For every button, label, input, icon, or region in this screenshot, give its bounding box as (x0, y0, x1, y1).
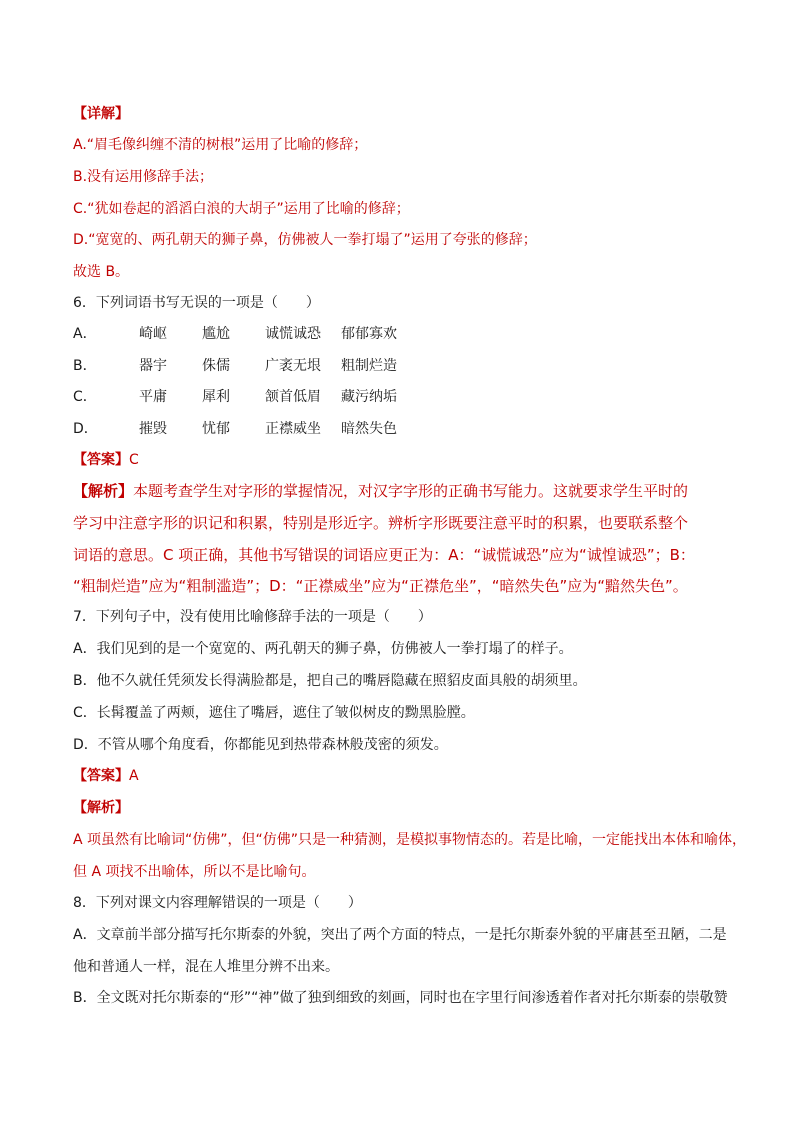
q7-answer (73, 766, 139, 786)
q6-option-word: 犀利 (202, 389, 230, 405)
q7-analysis-tag: 【解析】 (73, 800, 129, 816)
detail-conclusion: 故选 B。 (73, 264, 130, 280)
q7-analysis-line-2: 但 A 项找不出喻体，所以不是比喻句。 (73, 864, 316, 880)
q6-option-label: C． (73, 389, 97, 405)
q7-option-a: A．我们见到的是一个宽宽的、两孔朝天的狮子鼻，仿佛被人一拳打塌了的样子。 (73, 641, 573, 657)
q7-option-d: D．不管从哪个角度看，你都能见到热带森林般茂密的须发。 (73, 737, 448, 753)
q6-option-word: 侏儒 (202, 358, 230, 374)
q6-analysis-line-2: 学习中注意字形的识记和积累，特别是形近字。辨析字形既要注意平时的积累，也要联系整个 (73, 514, 689, 532)
q6-analysis-line-1 (73, 481, 688, 501)
q6-option-word: 崎岖 (139, 326, 167, 342)
q6-option-label: A． (73, 326, 97, 342)
q6-answer (73, 450, 139, 470)
q6-option-word: 颔首低眉 (265, 389, 321, 405)
answer-tag: 【答案】 (73, 768, 129, 784)
q6-option-word: 器宇 (139, 358, 167, 374)
analysis-tag: 【解析】 (73, 482, 134, 500)
q6-option-word: 平庸 (139, 389, 167, 405)
q6-option-word: 粗制烂造 (341, 358, 397, 374)
q6-option-word: 摧毁 (139, 421, 167, 437)
q6-option-word: 广袤无垠 (265, 358, 321, 374)
q6-option-word: 藏污纳垢 (341, 389, 397, 405)
q6-option-label: D． (73, 421, 98, 437)
detail-tag: 【详解】 (73, 106, 129, 122)
q6-option-word: 正襟威坐 (265, 421, 321, 437)
detail-line-d: D.“宽宽的、两孔朝天的狮子鼻，仿佛被人一拳打塌了”运用了夸张的修辞； (73, 232, 537, 248)
q8-option-a-line-2: 他和普通人一样，混在人堆里分辨不出来。 (73, 959, 339, 975)
q7-stem: 7．下列句子中，没有使用比喻修辞手法的一项是（ ） (73, 609, 432, 625)
analysis-text: 本题考查学生对字形的掌握情况，对汉字字形的正确书写能力。这就要求学生平时的 (133, 482, 689, 500)
q8-stem: 8．下列对课文内容理解错误的一项是（ ） (73, 895, 362, 911)
q6-option-label: B． (73, 358, 97, 374)
q6-option-b (73, 356, 397, 376)
q8-option-b: B．全文既对托尔斯泰的“形”“神”做了独到细致的刻画，同时也在字里行间渗透着作者对托尔斯泰的崇敬赞 (73, 990, 728, 1006)
q6-analysis-line-4: “粗制烂造”应为“粗制滥造”；D：“正襟威坐”应为“正襟危坐”，“暗然失色”应为“黯然失色”。 (73, 577, 688, 595)
answer-value: A (129, 768, 139, 784)
q6-stem: 6．下列词语书写无误的一项是（ ） (73, 295, 320, 311)
q6-analysis-line-3: 词语的意思。C 项正确，其他书写错误的词语应更正为：A：“诚慌诚恐”应为“诚惶诚恐”；B： (73, 546, 695, 564)
detail-line-c: C.“犹如卷起的滔滔白浪的大胡子”运用了比喻的修辞； (73, 201, 410, 217)
q6-option-c (73, 387, 397, 407)
detail-line-a: A.“眉毛像纠缠不清的树根”运用了比喻的修辞； (73, 137, 368, 153)
detail-line-b: B.没有运用修辞手法； (73, 169, 214, 185)
q6-option-word: 暗然失色 (341, 421, 397, 437)
q7-analysis-line-1: A 项虽然有比喻词“仿佛”，但“仿佛”只是一种猜测，是模拟事物情态的。若是比喻，一定能找出本体和喻体， (73, 832, 747, 848)
q6-option-word: 郁郁寡欢 (341, 326, 397, 342)
q6-option-word: 尴尬 (202, 326, 230, 342)
answer-value: C (129, 452, 139, 468)
q6-option-word: 诚慌诚恐 (265, 326, 321, 342)
q6-option-d (73, 419, 397, 439)
q7-option-b: B．他不久就任凭须发长得满脸都是，把自己的嘴唇隐藏在照貂皮面具般的胡须里。 (73, 673, 587, 689)
q6-option-a (73, 324, 397, 344)
q7-option-c: C．长髯覆盖了两颊，遮住了嘴唇，遮住了皱似树皮的黝黑脸膛。 (73, 705, 475, 721)
q8-option-a-line-1: A．文章前半部分描写托尔斯泰的外貌，突出了两个方面的特点，一是托尔斯泰外貌的平庸甚至丑陋，二是 (73, 927, 727, 943)
answer-tag: 【答案】 (73, 452, 129, 468)
q6-option-word: 忧郁 (202, 421, 230, 437)
